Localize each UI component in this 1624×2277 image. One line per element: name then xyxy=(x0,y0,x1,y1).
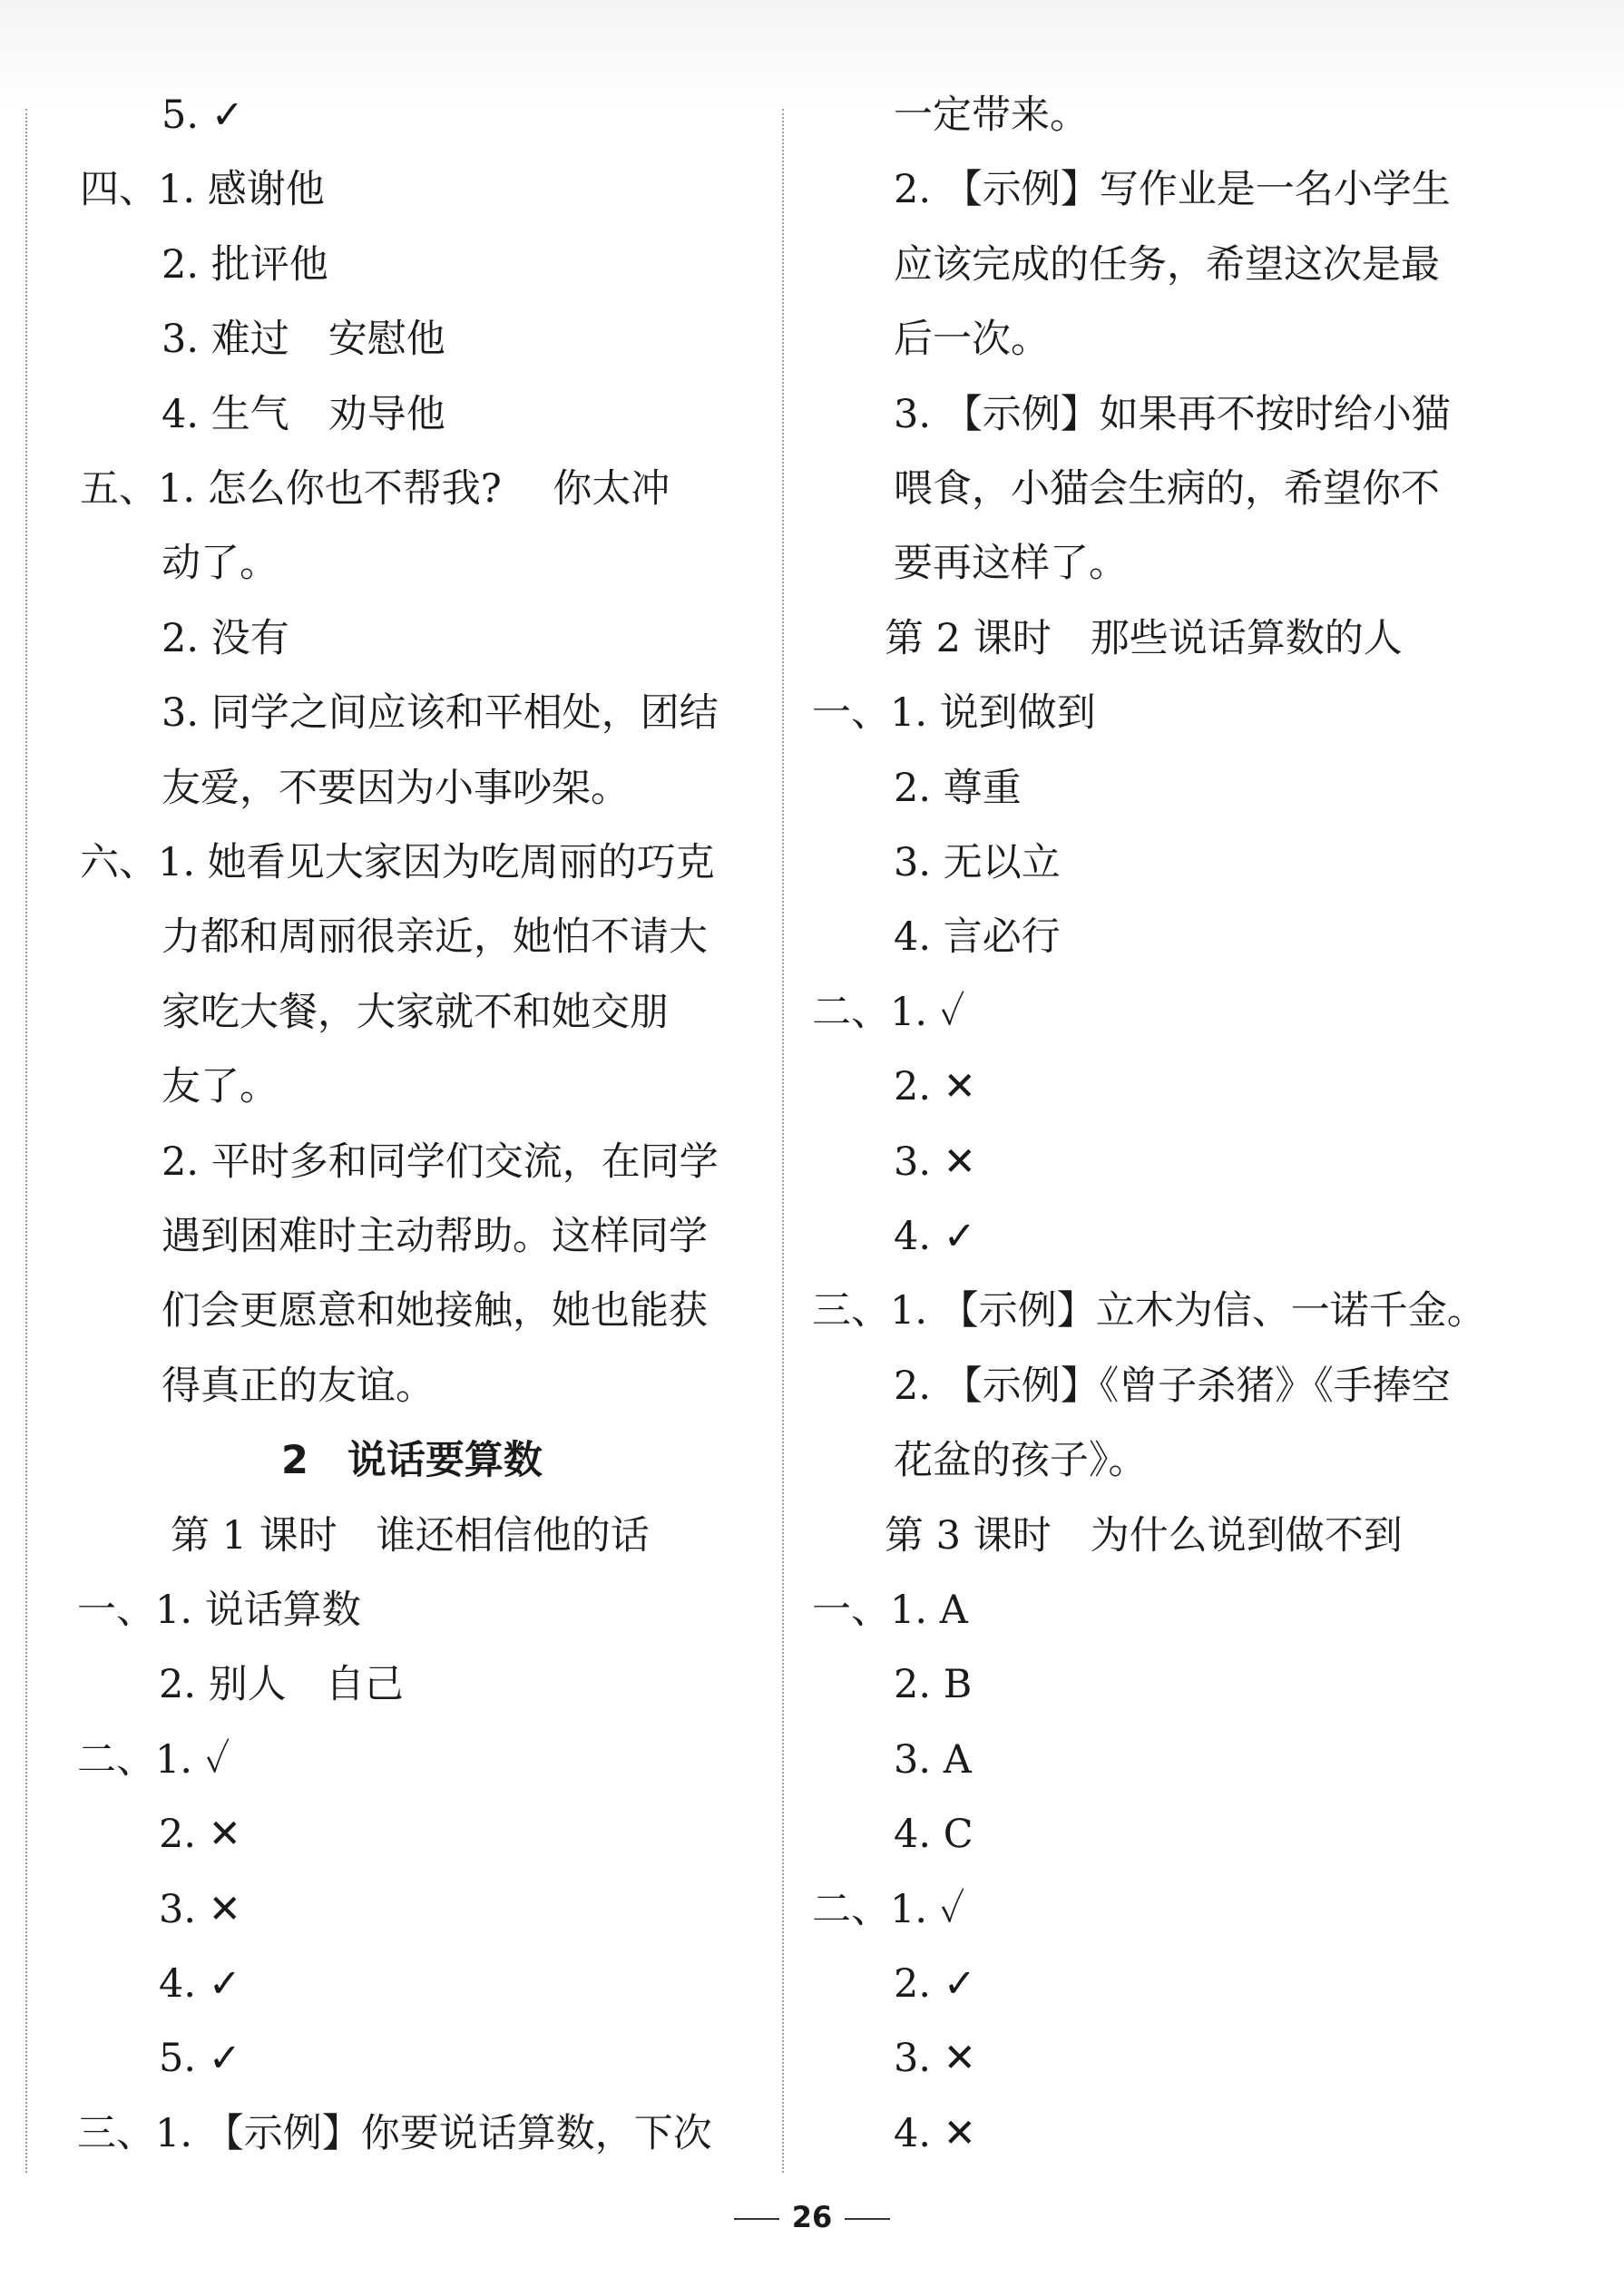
right-line-text: 4. ✕ xyxy=(894,2110,976,2156)
left-line-text: 3. ✕ xyxy=(159,1886,241,1932)
left-line-text: 遇到困难时主动帮助。这样同学 xyxy=(161,1214,708,1259)
right-line xyxy=(894,1060,976,1114)
left-line-text: 5. ✓ xyxy=(159,2036,241,2082)
right-line xyxy=(812,1882,964,1937)
footer-dash-left xyxy=(734,2218,779,2220)
left-line xyxy=(161,761,630,816)
right-line xyxy=(894,1135,976,1189)
right-line xyxy=(894,462,1440,516)
left-line-text: 动了。 xyxy=(161,541,279,587)
left-line xyxy=(159,1882,241,1937)
left-line-text: 力都和周丽很亲近，她怕不请大 xyxy=(161,914,708,961)
right-line xyxy=(894,312,1050,366)
right-line-text: 二、1. ✓ xyxy=(812,989,965,1035)
right-line-text: 一、1. A xyxy=(812,1588,968,1633)
left-line xyxy=(161,312,445,366)
right-line-text: 3. A xyxy=(894,1736,972,1783)
left-margin-rule xyxy=(25,109,27,2173)
right-line-text: 应该完成的任务，希望这次是最 xyxy=(894,241,1440,288)
left-line xyxy=(159,1957,241,2011)
right-line-text: 一定带来。 xyxy=(894,93,1089,138)
left-line-text: 第 1 课时 谁还相信他的话 xyxy=(171,1512,650,1559)
left-line xyxy=(161,1209,708,1264)
right-line xyxy=(894,836,1061,890)
right-line xyxy=(894,910,1061,964)
left-line-text: 2. 批评他 xyxy=(161,241,328,288)
left-line-text: 二、1. ✓ xyxy=(77,1736,230,1783)
right-line xyxy=(812,985,964,1040)
right-line xyxy=(894,2031,976,2086)
left-line-text: 2. ✕ xyxy=(159,1812,241,1858)
right-line xyxy=(894,1209,976,1264)
left-line xyxy=(161,1135,719,1189)
left-line-text: 4. 生气 劝导他 xyxy=(161,391,445,437)
left-line xyxy=(161,910,708,964)
left-line-text: 5. ✓ xyxy=(161,93,244,138)
right-line-text: 3. ✕ xyxy=(894,2036,976,2082)
page-number: 26 xyxy=(791,2200,833,2234)
right-line-text: 4. ✓ xyxy=(894,1214,976,1259)
right-line-text: 三、1. 【示例】立木为信、一诺千金。 xyxy=(812,1288,1486,1334)
left-line xyxy=(161,387,445,442)
right-line xyxy=(894,536,1128,591)
right-line xyxy=(812,1284,1486,1338)
left-line-text: 友了。 xyxy=(161,1064,279,1110)
left-line xyxy=(161,1284,708,1338)
left-line-text: 3. 难过 安慰他 xyxy=(161,317,445,363)
right-line xyxy=(894,2106,976,2161)
right-line-text: 二、1. ✓ xyxy=(812,1886,965,1932)
left-line xyxy=(80,162,325,217)
right-line-text: 第 3 课时 为什么说到做不到 xyxy=(885,1512,1403,1559)
left-line xyxy=(161,88,244,142)
right-line-text: 花盆的孩子》。 xyxy=(894,1438,1148,1484)
right-line xyxy=(812,1583,968,1637)
right-line xyxy=(894,162,1451,217)
right-line xyxy=(812,686,1096,740)
left-line xyxy=(80,462,670,516)
left-line-text: 友爱，不要因为小事吵架。 xyxy=(161,765,630,811)
left-line xyxy=(161,1359,435,1413)
right-line-text: 2. B xyxy=(894,1662,973,1708)
left-line-text: 四、1. 感谢他 xyxy=(80,167,325,213)
page-footer xyxy=(0,2200,1624,2234)
right-line xyxy=(894,238,1440,292)
left-line-text: 2. 别人 自己 xyxy=(159,1662,404,1708)
right-line-text: 3. ✕ xyxy=(894,1138,976,1185)
left-line xyxy=(161,985,669,1040)
right-line xyxy=(894,1807,973,1862)
left-line-text: 3. 同学之间应该和平相处，团结 xyxy=(161,690,719,737)
right-line-text: 2. 【示例】《曾子杀猪》《手捧空 xyxy=(894,1363,1451,1409)
left-line-text: 家吃大餐，大家就不和她交朋 xyxy=(161,989,669,1035)
left-line-text: 六、1. 她看见大家因为吃周丽的巧克 xyxy=(80,840,715,885)
right-line xyxy=(894,1359,1451,1413)
right-line-text: 3. 【示例】如果再不按时给小猫 xyxy=(894,391,1451,437)
column-divider xyxy=(782,109,784,2173)
left-line xyxy=(159,1807,241,1862)
left-line xyxy=(77,1733,230,1787)
left-line-text: 三、1. 【示例】你要说话算数，下次 xyxy=(77,2110,712,2156)
left-line-text: 得真正的友谊。 xyxy=(161,1363,435,1409)
right-line xyxy=(894,387,1451,442)
right-line-text: 3. 无以立 xyxy=(894,840,1061,885)
left-line xyxy=(281,1433,543,1488)
right-line-text: 一、1. 说到做到 xyxy=(812,690,1096,737)
right-line-text: 2. 【示例】写作业是一名小学生 xyxy=(894,167,1451,213)
right-line-text: 4. 言必行 xyxy=(894,914,1061,961)
right-line xyxy=(885,611,1403,666)
right-line-text: 4. C xyxy=(894,1812,973,1858)
footer-dash-right xyxy=(845,2218,890,2220)
right-line-text: 后一次。 xyxy=(894,317,1050,363)
right-line-text: 喂食，小猫会生病的，希望你不 xyxy=(894,466,1440,512)
right-line-text: 第 2 课时 那些说话算数的人 xyxy=(885,615,1403,661)
left-line xyxy=(161,686,719,740)
right-line xyxy=(885,1509,1403,1563)
right-line-text: 2. ✓ xyxy=(894,1961,976,2007)
left-line-text: 们会更愿意和她接触，她也能获 xyxy=(161,1288,708,1334)
left-line xyxy=(159,1657,404,1712)
right-line-text: 2. ✕ xyxy=(894,1064,976,1110)
left-line xyxy=(77,1583,361,1637)
right-line xyxy=(894,1733,972,1787)
right-line xyxy=(894,1957,976,2011)
left-line-text: 五、1. 怎么你也不帮我? 你太冲 xyxy=(80,466,670,512)
left-line xyxy=(77,2106,712,2161)
left-line-text: 2 说话要算数 xyxy=(281,1438,543,1484)
left-line xyxy=(159,2031,241,2086)
right-line-text: 要再这样了。 xyxy=(894,541,1128,587)
left-line-text: 2. 平时多和同学们交流，在同学 xyxy=(161,1138,719,1185)
left-line-text: 2. 没有 xyxy=(161,615,289,661)
right-line xyxy=(894,88,1089,142)
left-line-text: 4. ✓ xyxy=(159,1961,241,2007)
right-line xyxy=(894,761,1022,816)
left-line xyxy=(171,1509,650,1563)
right-line xyxy=(894,1657,972,1712)
left-line xyxy=(161,238,328,292)
left-line xyxy=(161,1060,279,1114)
left-line xyxy=(80,836,715,890)
left-line xyxy=(161,611,289,666)
left-line xyxy=(161,536,279,591)
right-line-text: 2. 尊重 xyxy=(894,765,1022,811)
right-line xyxy=(894,1433,1148,1488)
left-line-text: 一、1. 说话算数 xyxy=(77,1588,361,1633)
